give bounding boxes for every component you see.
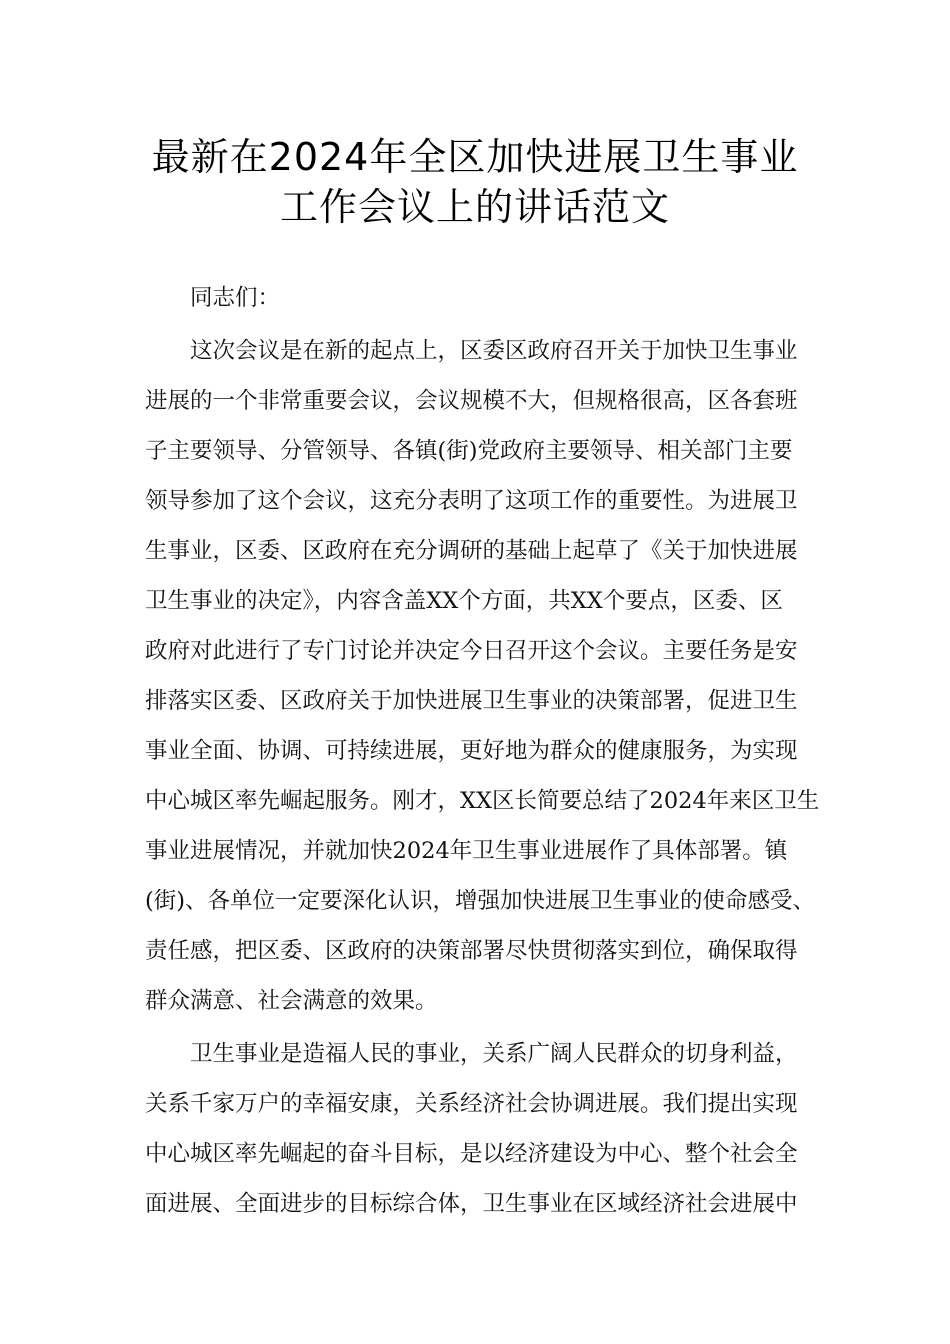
body-line: 子主要领导、分管领导、各镇(街)党政府主要领导、相关部门主要 bbox=[145, 438, 793, 464]
body-line: 中心城区率先崛起服务。刚才，XX区长简要总结了2024年来区卫生 bbox=[145, 788, 820, 814]
body-line: 这次会议是在新的起点上，区委区政府召开关于加快卫生事业 bbox=[190, 338, 798, 364]
body-line: 事业全面、协调、可持续进展，更好地为群众的健康服务，为实现 bbox=[145, 738, 798, 764]
document-title-line-1: 最新在2024年全区加快进展卫生事业 bbox=[151, 135, 799, 179]
body-line: 领导参加了这个会议，这充分表明了这项工作的重要性。为进展卫 bbox=[145, 488, 798, 514]
body-line: 进展的一个非常重要会议，会议规模不大，但规格很高，区各套班 bbox=[145, 388, 798, 414]
body-line: 卫生事业的决定》，内容含盖XX个方面，共XX个要点，区委、区 bbox=[145, 588, 783, 614]
body-line: 关系千家万户的幸福安康，关系经济社会协调进展。我们提出实现 bbox=[145, 1091, 798, 1117]
salutation: 同志们： bbox=[190, 285, 281, 311]
body-line: 卫生事业是造福人民的事业，关系广阔人民群众的切身利益， bbox=[190, 1041, 798, 1067]
body-line: 生事业，区委、区政府在充分调研的基础上起草了《关于加快进展 bbox=[145, 538, 798, 564]
document-title-line-2: 工作会议上的讲话范文 bbox=[279, 185, 670, 229]
body-line: (街)、各单位一定要深化认识，增强加快进展卫生事业的使命感受、 bbox=[145, 888, 816, 914]
body-line: 中心城区率先崛起的奋斗目标，是以经济建设为中心、整个社会全 bbox=[145, 1141, 798, 1167]
body-line: 面进展、全面进步的目标综合体，卫生事业在区域经济社会进展中 bbox=[145, 1191, 798, 1217]
body-line: 事业进展情况，并就加快2024年卫生事业进展作了具体部署。镇 bbox=[145, 838, 788, 864]
body-line: 政府对此进行了专门讨论并决定今日召开这个会议。主要任务是安 bbox=[145, 638, 798, 664]
body-line: 排落实区委、区政府关于加快进展卫生事业的决策部署，促进卫生 bbox=[145, 688, 798, 714]
body-line: 群众满意、社会满意的效果。 bbox=[145, 988, 438, 1014]
body-line: 责任感，把区委、区政府的决策部署尽快贯彻落实到位，确保取得 bbox=[145, 938, 798, 964]
